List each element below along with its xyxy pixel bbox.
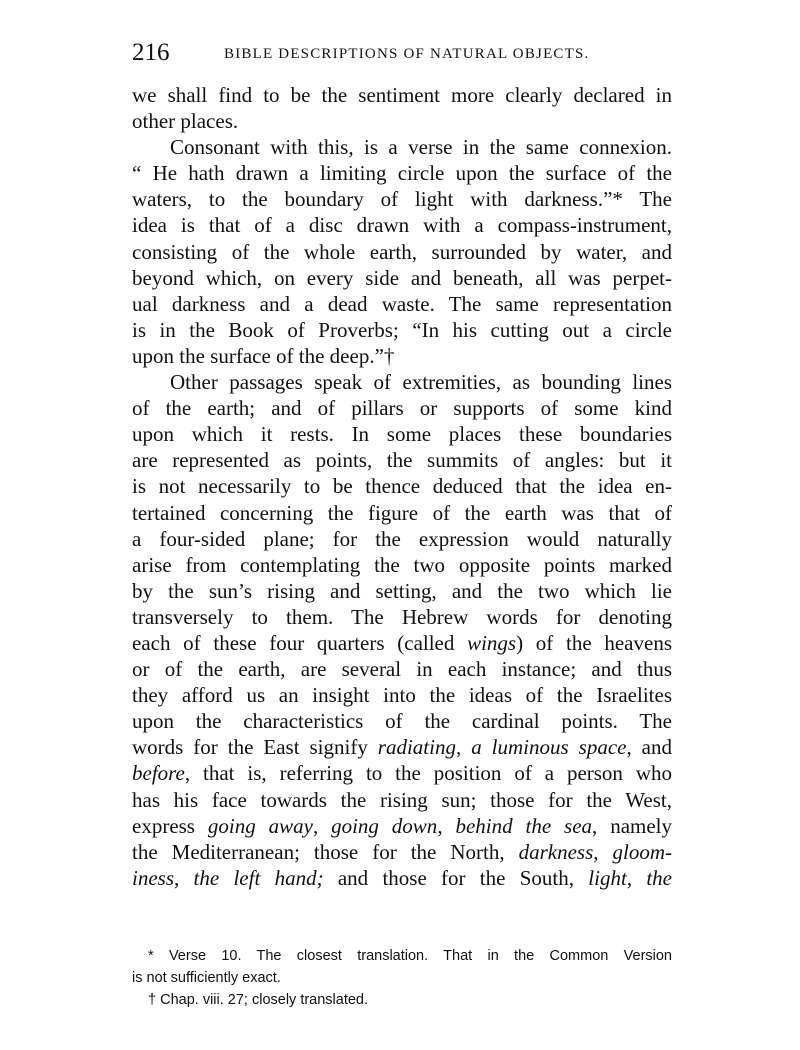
text-run: , — [626, 865, 647, 890]
italic-term: before — [132, 761, 185, 786]
text-run: words for the East signify — [132, 735, 378, 760]
italic-term: darkness — [518, 839, 594, 864]
text-run: , — [593, 839, 613, 864]
text-line: arise from contemplating the two opposite points marked — [132, 552, 672, 577]
text-line — [132, 760, 672, 786]
text-line: we shall find to be the sentiment more clearly declared in — [132, 83, 672, 107]
italic-term: light — [588, 865, 627, 890]
text-line: they afford us an insight into the ideas of the Israelites — [132, 683, 672, 708]
text-line: consisting of the whole earth, surrounded by water, and — [132, 239, 672, 264]
text-line — [132, 839, 672, 865]
text-line: upon which it rests. In some places these boundaries — [132, 422, 672, 447]
footnote-1-line: * Verse 10. The closest translation. That in the Common Version — [148, 948, 672, 964]
italic-term: radiating — [377, 735, 456, 760]
text-line: upon the characteristics of the cardinal points. The — [132, 709, 672, 734]
running-head: BIBLE DESCRIPTIONS OF NATURAL OBJECTS. — [224, 46, 590, 62]
paragraph-start-line: Consonant with this, is a verse in the same connexion. — [170, 135, 672, 160]
text-run: the Mediterranean; those for the North, — [132, 839, 519, 864]
text-line: or of the earth, are several in each instance; and thus — [132, 657, 672, 682]
text-run: each of these four quarters (called — [132, 630, 468, 655]
italic-term: behind the sea — [455, 813, 593, 838]
footnote-2: † Chap. viii. 27; closely translated. — [148, 992, 369, 1008]
text-line: are represented as points, the summits of angles: but it — [132, 448, 672, 473]
text-line: is in the Book of Proverbs; “In his cutting out a circle — [132, 317, 672, 342]
text-line: other places. — [132, 109, 239, 134]
italic-term: wings — [467, 630, 517, 655]
text-line: upon the surface of the deep.”† — [132, 343, 395, 368]
italic-term: the left hand; — [193, 865, 324, 890]
italic-term: the — [646, 865, 672, 890]
text-run: , — [437, 813, 456, 838]
italic-term: going down — [331, 813, 438, 838]
page-number: 216 — [132, 39, 170, 66]
text-line: has his face towards the rising sun; those for the West, — [132, 787, 672, 812]
italic-term: iness — [132, 865, 174, 890]
text-run: express — [132, 813, 208, 838]
italic-term: going away — [207, 813, 313, 838]
text-run: and those for the South, — [323, 865, 589, 890]
body-text — [132, 82, 672, 891]
text-run: , namely — [592, 813, 672, 838]
italic-term: a luminous space — [471, 735, 627, 760]
text-line: tertained concerning the figure of the earth was that of — [132, 500, 672, 525]
text-line: waters, to the boundary of light with darkness.”* The — [132, 187, 672, 212]
text-line: is not necessarily to be thence deduced that the idea en- — [132, 474, 672, 499]
text-run: , and — [626, 735, 673, 760]
text-line: a four-sided plane; for the expression would naturally — [132, 526, 672, 551]
footnote-1-line: is not sufficiently exact. — [132, 970, 281, 986]
text-line: transversely to them. The Hebrew words for denoting — [132, 604, 672, 629]
paragraph-start-line: Other passages speak of extremities, as bounding lines — [170, 370, 672, 395]
text-line — [132, 813, 672, 839]
text-line: beyond which, on every side and beneath, all was perpet- — [132, 265, 672, 290]
text-line: ual darkness and a dead waste. The same representation — [132, 291, 672, 316]
page-header — [132, 38, 672, 68]
text-run: , — [312, 813, 332, 838]
text-line: “ He hath drawn a limiting circle upon the surface of the — [132, 161, 672, 186]
text-run: ) of the heavens — [516, 630, 673, 655]
text-run: , — [174, 865, 194, 890]
text-line: idea is that of a disc drawn with a compass-instrument, — [132, 213, 672, 238]
text-run: , that is, referring to the position of a person who — [184, 761, 672, 786]
text-line: by the sun’s rising and setting, and the two which lie — [132, 578, 672, 603]
text-line — [132, 630, 672, 656]
italic-term: gloom- — [612, 839, 673, 864]
footnotes — [132, 945, 672, 1011]
text-run: , — [455, 735, 472, 760]
text-line — [132, 865, 672, 891]
text-line: of the earth; and of pillars or supports of some kind — [132, 396, 672, 421]
text-line — [132, 734, 672, 760]
